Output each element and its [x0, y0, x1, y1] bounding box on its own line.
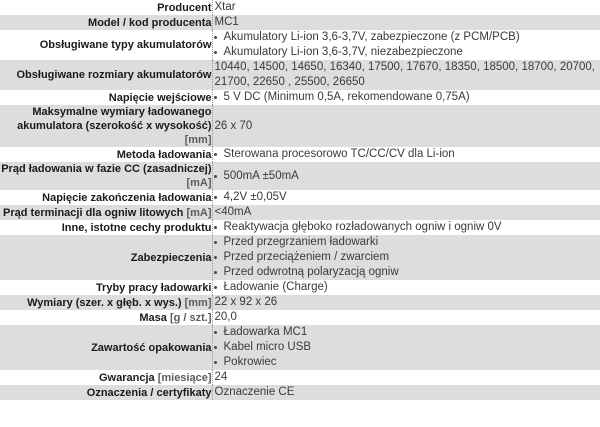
spec-value-text: Oznaczenie CE — [214, 386, 295, 398]
spec-label-cell — [0, 147, 212, 162]
spec-label-unit: [mm] — [184, 134, 212, 146]
spec-row — [0, 235, 600, 280]
spec-label-text: Inne, istotne cechy produktu — [61, 221, 212, 234]
list-item-text: Akumulatory Li-ion 3,6-3,7V, zabezpieczone (z PCM/PCB) — [223, 31, 520, 43]
list-item — [213, 280, 600, 295]
spec-label-cell — [0, 310, 212, 325]
bullet-icon — [214, 331, 217, 334]
spec-row — [0, 295, 600, 310]
spec-label-text: Zabezpieczenia — [130, 251, 212, 264]
bullet-icon — [214, 256, 217, 259]
spec-label-text: Oznaczenia / certyfikaty — [86, 386, 212, 399]
bullet-icon — [214, 346, 217, 349]
list-item — [213, 169, 600, 184]
spec-label-text: Model / kod producenta — [88, 16, 212, 29]
list-item-text: Akumulatory Li-ion 3,6-3,7V, niezabezpieczone — [223, 46, 463, 58]
spec-label-text: Tryby pracy ładowarki — [95, 281, 212, 294]
spec-label-text: Napięcie wejściowe — [108, 91, 212, 104]
list-item-text: Przed przegrzaniem ładowarki — [223, 236, 379, 248]
spec-value-list — [213, 30, 600, 60]
bullet-icon — [214, 175, 217, 178]
list-item — [213, 190, 600, 205]
spec-value-cell — [212, 15, 600, 30]
spec-label-cell — [0, 325, 212, 370]
list-item-text: Ładowanie (Charge) — [223, 281, 328, 293]
spec-label-cell — [0, 385, 212, 400]
list-item — [213, 147, 600, 162]
spec-value-text: Xtar — [214, 1, 236, 13]
spec-row — [0, 90, 600, 105]
list-item — [213, 265, 600, 280]
bullet-icon — [214, 153, 217, 156]
bullet-icon — [214, 286, 217, 289]
spec-label-cell — [0, 205, 212, 220]
spec-label-text: Napięcie zakończenia ładowania — [42, 191, 212, 204]
list-item-text: 5 V DC (Minimum 0,5A, rekomendowane 0,75A) — [223, 91, 470, 103]
spec-label-text: Zawartość opakowania — [91, 341, 212, 354]
spec-label-text: Maksymalne wymiary ładowanego akumulatora (szerokość x wysokość) — [17, 106, 212, 132]
spec-label-unit: [mA] — [186, 177, 212, 189]
spec-value-cell — [212, 60, 600, 90]
spec-value-text: 22 x 92 x 26 — [214, 296, 278, 308]
spec-value-cell — [212, 190, 600, 205]
spec-label-text: Obsługiwane typy akumulatorów — [39, 39, 212, 51]
spec-row — [0, 30, 600, 60]
spec-value-list — [213, 169, 600, 184]
spec-label-cell — [0, 162, 212, 190]
spec-row — [0, 280, 600, 295]
spec-value-list — [213, 147, 600, 162]
spec-row — [0, 220, 600, 235]
list-item — [213, 340, 600, 355]
spec-label-cell — [0, 190, 212, 205]
spec-label-cell — [0, 105, 212, 147]
spec-row — [0, 205, 600, 220]
spec-value-cell — [212, 0, 600, 15]
bullet-icon — [214, 241, 217, 244]
bullet-icon — [214, 361, 217, 364]
spec-label-unit: [mm] — [184, 296, 212, 309]
list-item-text: Pokrowiec — [223, 356, 277, 368]
list-item — [213, 325, 600, 340]
list-item-text: Reaktywacja głęboko rozładowanych ogniw i ogniw 0V — [223, 221, 502, 233]
spec-label-cell — [0, 370, 212, 385]
spec-row — [0, 310, 600, 325]
list-item-text: Kabel micro USB — [223, 341, 312, 353]
spec-label-text: Producent — [157, 1, 212, 14]
list-item — [213, 90, 600, 105]
list-item — [213, 250, 600, 265]
spec-row — [0, 105, 600, 147]
list-item — [213, 235, 600, 250]
list-item-text: Przed przeciążeniem / zwarciem — [223, 251, 390, 263]
spec-row — [0, 15, 600, 30]
spec-label-unit: [mA] — [186, 206, 212, 219]
spec-value-list — [213, 325, 600, 370]
spec-value-text: 26 x 70 — [214, 119, 253, 132]
list-item — [213, 355, 600, 370]
spec-row — [0, 325, 600, 370]
list-item — [213, 30, 600, 45]
spec-label-cell — [0, 295, 212, 310]
spec-value-list — [213, 280, 600, 295]
list-item-text: 500mA ±50mA — [223, 169, 299, 182]
spec-label-text: Masa — [139, 311, 167, 324]
spec-label-cell — [0, 0, 212, 15]
spec-label-text: Prąd terminacji dla ogniw litowych — [3, 206, 184, 219]
spec-row — [0, 60, 600, 90]
spec-value-cell — [212, 162, 600, 190]
spec-value-text: 20,0 — [214, 311, 237, 323]
spec-label-cell — [0, 90, 212, 105]
spec-value-list — [213, 235, 600, 280]
bullet-icon — [214, 96, 217, 99]
spec-value-list — [213, 90, 600, 105]
bullet-icon — [214, 226, 217, 229]
spec-value-cell — [212, 30, 600, 60]
spec-value-text: MC1 — [214, 16, 239, 28]
spec-value-cell — [212, 205, 600, 220]
spec-row — [0, 0, 600, 15]
spec-row — [0, 370, 600, 385]
spec-value-cell — [212, 220, 600, 235]
spec-value-cell — [212, 280, 600, 295]
spec-row — [0, 162, 600, 190]
spec-value-cell — [212, 147, 600, 162]
spec-value-cell — [212, 90, 600, 105]
spec-label-text: Metoda ładowania — [116, 148, 212, 161]
bullet-icon — [214, 271, 217, 274]
spec-label-text: Wymiary (szer. x głęb. x wys.) — [27, 296, 182, 309]
spec-value-cell — [212, 310, 600, 325]
spec-label-cell — [0, 220, 212, 235]
list-item-text: Ładowarka MC1 — [223, 326, 308, 338]
spec-label-text: Gwarancja — [98, 371, 155, 384]
list-item-text: Sterowana procesorowo TC/CC/CV dla Li-ion — [223, 148, 455, 160]
spec-label-text: Obsługiwane rozmiary akumulatorów — [16, 69, 212, 81]
spec-value-list — [213, 190, 600, 205]
spec-value-cell — [212, 325, 600, 370]
spec-label-cell — [0, 30, 212, 60]
spec-value-cell — [212, 105, 600, 147]
spec-value-text: 10440, 14500, 14650, 16340, 17500, 17670, 18350, 18500, 18700, 20700, 21700, 22650 , 25500, 26650 — [214, 61, 595, 88]
spec-label-unit: [g / szt.] — [169, 311, 212, 324]
spec-label-text: Prąd ładowania w fazie CC (zasadniczej) — [1, 163, 212, 175]
list-item-text: 4,2V ±0,05V — [223, 191, 287, 203]
bullet-icon — [214, 36, 217, 39]
spec-row — [0, 385, 600, 400]
spec-row — [0, 190, 600, 205]
spec-label-cell — [0, 60, 212, 90]
spec-label-cell — [0, 15, 212, 30]
spec-value-list — [213, 220, 600, 235]
bullet-icon — [214, 196, 217, 199]
spec-value-cell — [212, 370, 600, 385]
list-item — [213, 220, 600, 235]
spec-label-cell — [0, 280, 212, 295]
spec-label-unit: [miesiące] — [157, 371, 212, 384]
spec-value-cell — [212, 385, 600, 400]
list-item — [213, 45, 600, 60]
spec-value-text: <40mA — [214, 206, 252, 218]
spec-value-cell — [212, 235, 600, 280]
bullet-icon — [214, 51, 217, 54]
list-item-text: Przed odwrotną polaryzacją ogniw — [223, 266, 399, 278]
spec-row — [0, 147, 600, 162]
spec-value-text: 24 — [214, 371, 228, 383]
spec-value-cell — [212, 295, 600, 310]
spec-label-cell — [0, 235, 212, 280]
